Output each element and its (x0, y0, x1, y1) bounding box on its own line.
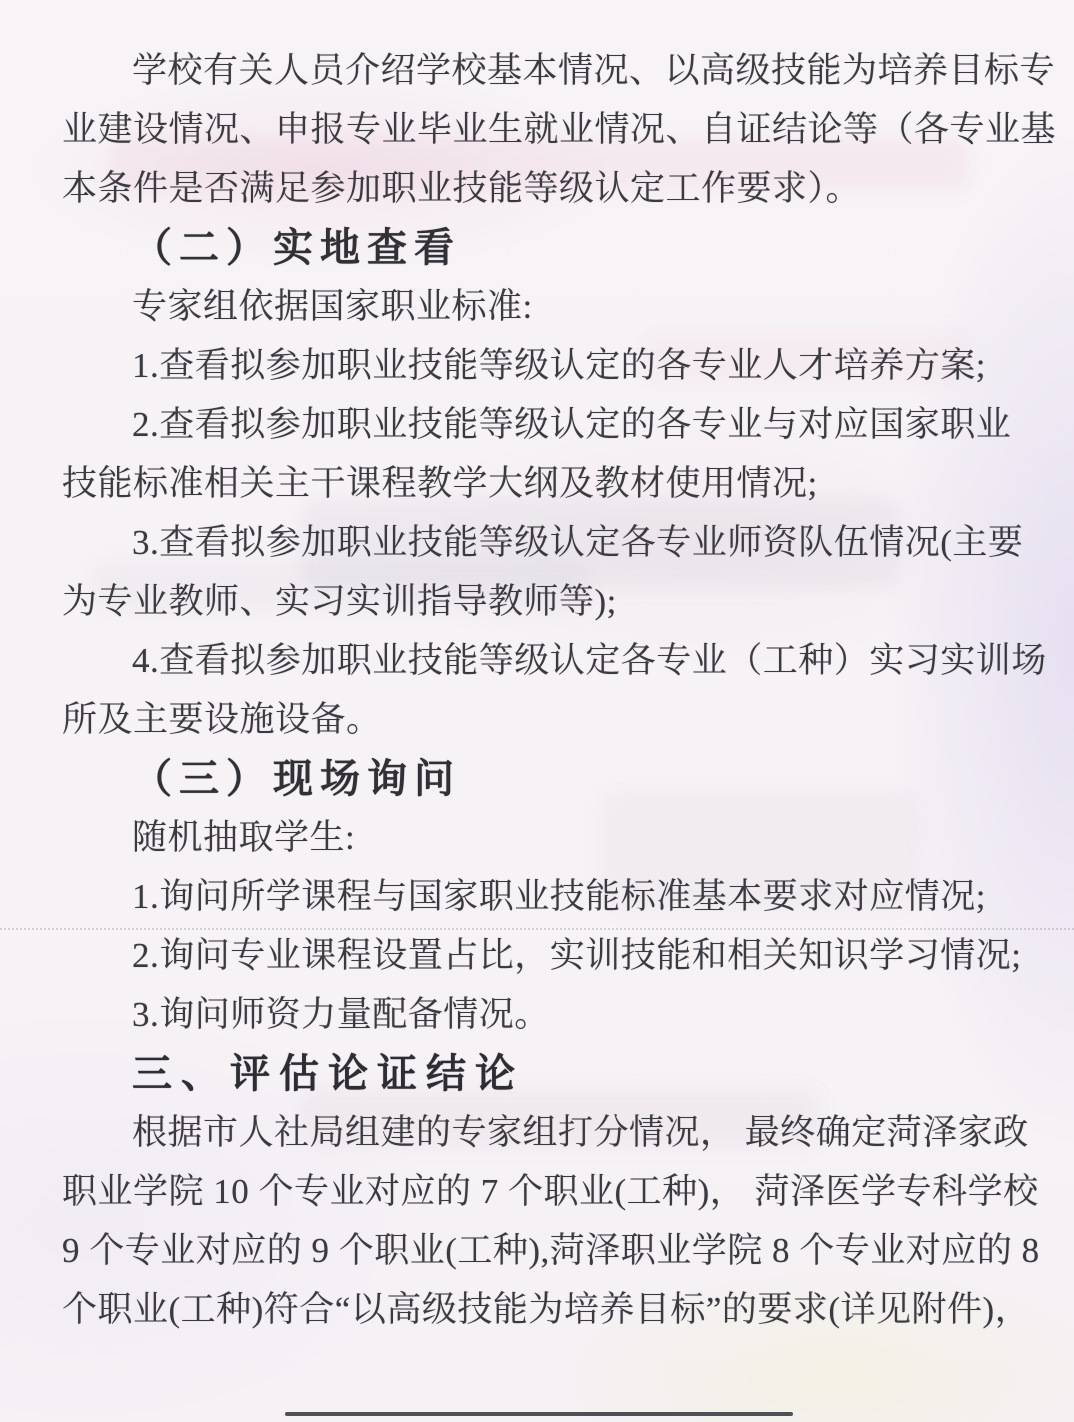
text-line (62, 628, 1047, 687)
line-text: 3.询问师资力量配备情况。 (132, 994, 550, 1034)
heading-line (62, 215, 1018, 274)
line-text: 1.查看拟参加职业技能等级认定的各专业人才培养方案; (132, 345, 986, 385)
line-text: 三、评估论证结论 (132, 1052, 524, 1096)
scan-bottom-line (285, 1412, 793, 1416)
text-line (62, 38, 1056, 97)
text-line (62, 569, 1018, 628)
heading-line (62, 1041, 1018, 1100)
line-text: 为专业教师、实习实训指导教师等); (62, 581, 617, 621)
text-line (62, 97, 1057, 156)
text-line (62, 156, 1018, 215)
text-line (62, 510, 1024, 569)
text-line (62, 805, 1018, 864)
line-text: 2.询问专业课程设置占比，实训技能和相关知识学习情况; (132, 935, 1022, 975)
line-text: （三）现场询问 (132, 756, 461, 801)
line-text: 业建设情况、申报专业毕业生就业情况、自证结论等（各专业基 (62, 109, 1057, 149)
document-content (62, 38, 1057, 1336)
text-line (62, 923, 1022, 982)
line-text: 个职业(工种)符合“以高级技能为培养目标”的要求(详见附件)， (62, 1289, 1031, 1329)
line-text: 2.查看拟参加职业技能等级认定的各专业与对应国家职业 (132, 404, 1012, 444)
heading-line (62, 746, 1018, 805)
line-text: 根据市人社局组建的专家组打分情况， 最终确定菏泽家政 (132, 1112, 1029, 1152)
line-text: 所及主要设施设备。 (62, 699, 382, 739)
line-text: 1.询问所学课程与国家职业技能标准基本要求对应情况; (132, 876, 986, 916)
text-line (62, 1100, 1029, 1159)
text-line (62, 333, 1018, 392)
text-line (62, 864, 1018, 923)
text-line (62, 982, 1018, 1041)
text-line (62, 392, 1018, 451)
line-text: （二）实地查看 (132, 225, 461, 270)
line-text: 学校有关人员介绍学校基本情况、以高级技能为培养目标专 (132, 50, 1056, 90)
text-line (62, 1159, 1039, 1218)
line-text: 职业学院 10 个专业对应的 7 个职业(工种)， 菏泽医学专科学校 (62, 1171, 1039, 1211)
text-line (62, 687, 1018, 746)
text-line (62, 274, 1018, 333)
line-text: 9 个专业对应的 9 个职业(工种),菏泽职业学院 8 个专业对应的 8 (62, 1230, 1040, 1270)
text-line (62, 1277, 1031, 1336)
line-text: 本条件是否满足参加职业技能等级认定工作要求）。 (62, 168, 862, 208)
text-line (62, 1218, 1040, 1277)
line-text: 3.查看拟参加职业技能等级认定各专业师资队伍情况(主要 (132, 522, 1024, 562)
text-line (62, 451, 1018, 510)
line-text: 4.查看拟参加职业技能等级认定各专业（工种）实习实训场 (132, 640, 1047, 680)
line-text: 专家组依据国家职业标准: (132, 286, 533, 326)
line-text: 随机抽取学生: (132, 817, 356, 857)
line-text: 技能标准相关主干课程教学大纲及教材使用情况; (62, 463, 818, 503)
